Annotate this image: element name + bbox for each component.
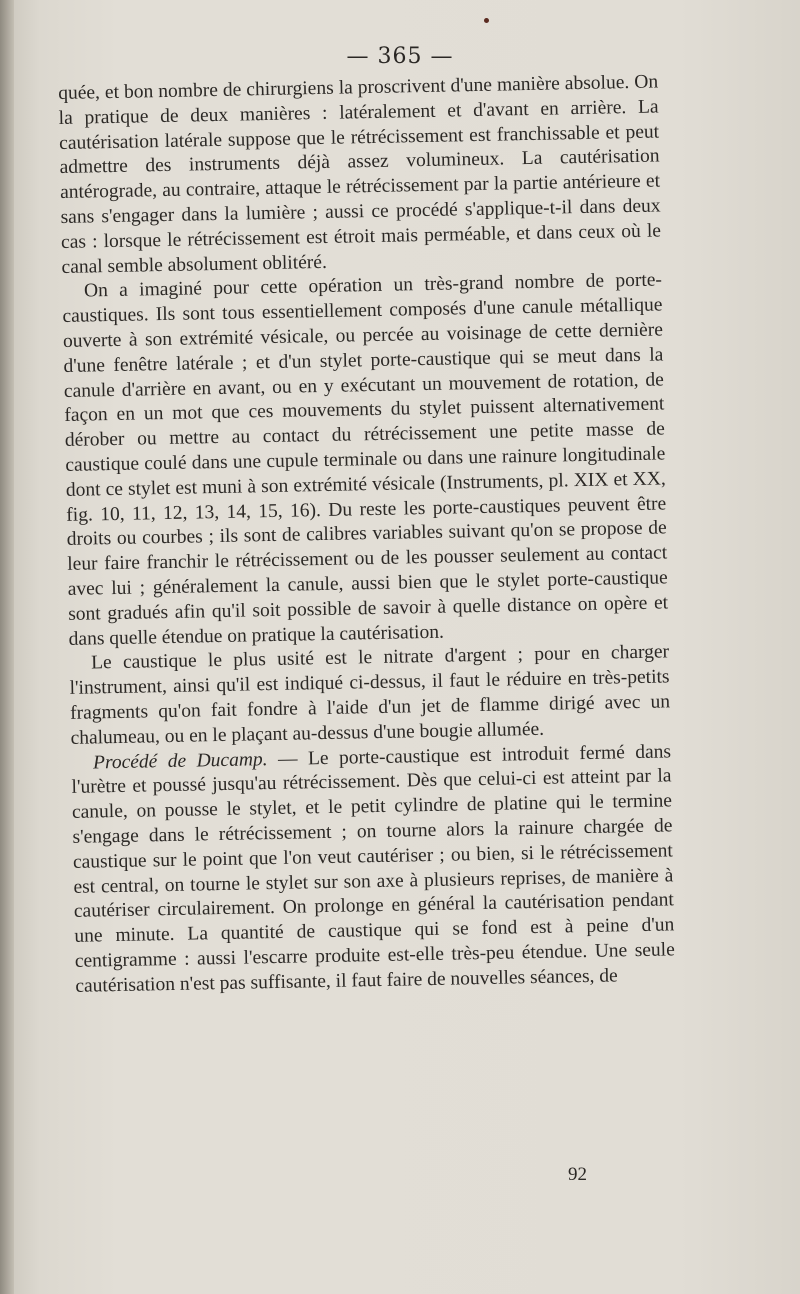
paragraph-procede bbox=[71, 740, 676, 999]
paragraph-2: On a imaginé pour cette opération un très-grand nombre de porte-caustiques. Ils sont tous essentiellement composés d'une canule métallique ouverte à son extrémité vésicale, ou percée au voisinage de cette dernière d'une fenêtre latérale ; et d'un stylet porte-caustique qui se meut dans la canule d'arrière en avant, ou en y exécutant un mouvement de rotation, de façon en un mot que ces mouvements du stylet puissent alternativement dérober ou mettre au contact du rétrécissement une petite masse de caustique coulé dans une cupule terminale ou dans une rainure longitudinale dont ce stylet est muni à son extrémité vésicale (Instruments, pl. XIX et XX, fig. 10, 11, 12, 13, 14, 15, 16). Du reste les porte-caustiques peuvent être droits ou courbes ; ils sont de calibres variables suivant qu'on se propose de leur faire franchir le rétrécissement ou de les pousser seulement au contact avec lui ; généralement la canule, aussi bien que le stylet porte-caustique sont gradués afin qu'il soit possible de savoir à quelle distance on opère et dans quelle étendue on pratique la cautérisation. bbox=[62, 269, 669, 650]
paragraph-1: quée, et bon nombre de chirurgiens la proscrivent d'une manière absolue. On la pratique de deux manières : latéralement et d'avant en arrière. La cautérisation latérale suppose que le rétrécissement est franchissable et peut admettre des instruments déjà assez volumineux. La cautérisation antérograde, au contraire, attaque le rétrécissement par la partie antérieure et sans s'engager dans la lumière ; aussi ce procédé s'applique-t-il dans deux cas : lorsque le rétrécissement est étroit mais perméable, et dans ceux où le canal semble absolument oblitéré. bbox=[58, 71, 662, 278]
printer-signature-mark: 92 bbox=[568, 1164, 587, 1185]
procede-title: Procédé de Ducamp. bbox=[92, 748, 268, 773]
ink-speck bbox=[484, 18, 489, 23]
book-spine-shadow bbox=[0, 0, 14, 1294]
paragraph-3: Le caustique le plus usité est le nitrate d'argent ; pour en charger l'instrument, ainsi qu'il est indiqué ci-dessus, il faut le réduire en très-petits fragments qu'on fait fondre à l'aide d'un jet de flamme dirigé avec un chalumeau, ou en le plaçant au-dessus d'une bougie allumée. bbox=[69, 641, 671, 749]
page-number: — 365 — bbox=[346, 44, 454, 69]
page-body-text bbox=[58, 70, 676, 999]
procede-text: — Le porte-caustique est introduit fermé dans l'urètre et poussé jusqu'au rétrécissement. Dès que celui-ci est atteint par la canule, on pousse le stylet, et le petit cylindre de platine qui le termine s'engage dans le rétrécissement ; on tourne alors la rainure chargée de caustique sur le point que l'on veut cautériser ; ou bien, si le rétrécissement est central, on tourne le stylet sur son axe à plusieurs reprises, de manière à cautériser circulairement. On prolonge en général la cautérisation pendant une minute. La quantité de caustique qui se fond est à peine d'un centigramme : aussi l'escarre produite est-elle très-peu étendue. Une seule cautérisation n'est pas suffisante, il faut faire de nouvelles séances, de bbox=[71, 740, 675, 997]
